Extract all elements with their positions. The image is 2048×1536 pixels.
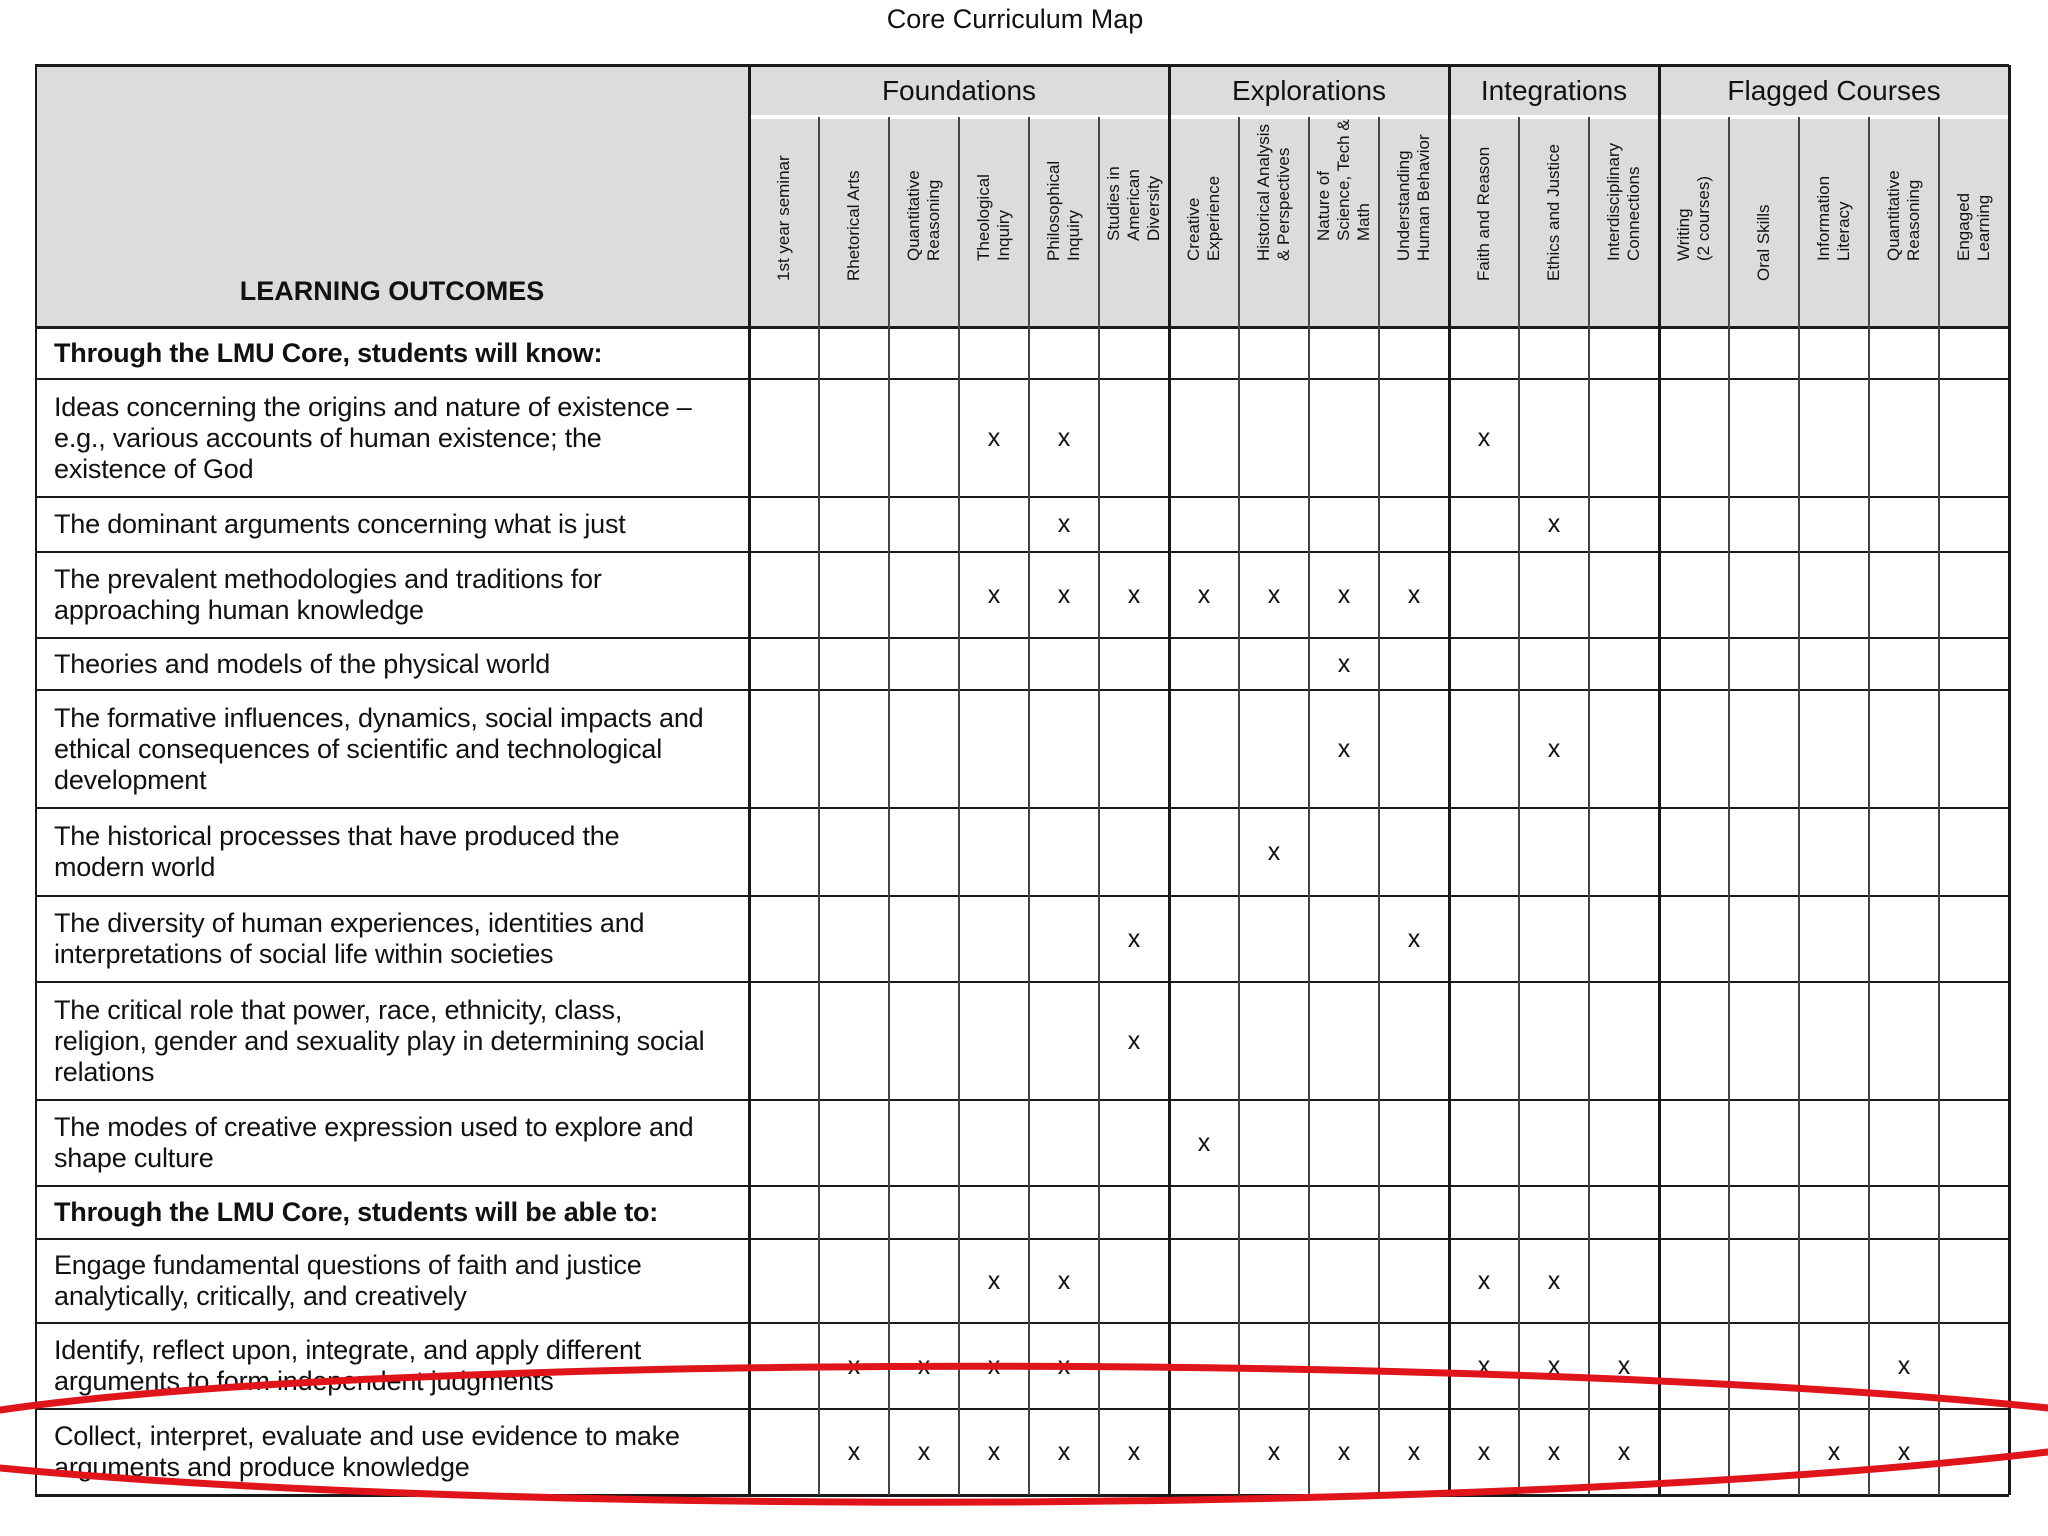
grid-line-horizontal — [35, 981, 2009, 983]
grid-line-vertical — [958, 117, 960, 1495]
outcome-mark: x — [1897, 1437, 1911, 1466]
grid-line-vertical — [1238, 117, 1240, 1495]
column-header — [749, 119, 819, 327]
grid-line-vertical — [1868, 117, 1870, 1495]
column-header-label: Understanding Human Behavior — [1394, 134, 1433, 261]
column-header-label: Faith and Reason — [1474, 146, 1493, 281]
column-header-label: Philosophical Inquiry — [1044, 160, 1083, 261]
grid-line-vertical — [1798, 117, 1800, 1495]
outcome-mark: x — [1057, 1437, 1071, 1466]
grid-line-horizontal — [35, 378, 2009, 380]
grid-line-vertical — [818, 117, 820, 1495]
grid-line-horizontal — [35, 1494, 2009, 1497]
column-header-label: Writing (2 courses) — [1674, 175, 1713, 261]
column-header — [1519, 119, 1589, 327]
outcome-mark: x — [917, 1351, 931, 1380]
grid-line-horizontal — [35, 1238, 2009, 1240]
outcome-label: The modes of creative expression used to explore and shape culture — [54, 1112, 694, 1173]
outcome-mark: x — [1477, 1437, 1491, 1466]
column-header-label: Historical Analysis & Perspectives — [1254, 124, 1293, 261]
outcome-label: The diversity of human experiences, identities and interpretations of social life within societies — [54, 908, 645, 969]
grid-line-horizontal — [35, 637, 2009, 639]
outcome-mark: x — [1337, 580, 1351, 609]
column-header-label: Creative Experience — [1184, 175, 1223, 261]
outcome-mark: x — [1057, 1266, 1071, 1295]
grid-line-horizontal — [35, 326, 2009, 329]
column-header — [1239, 119, 1309, 327]
group-header-explorations: Explorations — [1231, 75, 1387, 106]
outcome-label: The critical role that power, race, ethnicity, class, religion, gender and sexuality play in determining social relations — [54, 994, 705, 1087]
outcome-mark: x — [1057, 510, 1071, 538]
outcome-mark: x — [1057, 1351, 1071, 1380]
grid-line-vertical — [1588, 117, 1590, 1495]
grid-line-vertical — [1448, 65, 1451, 1495]
outcome-mark: x — [1477, 1351, 1491, 1380]
column-header — [1099, 119, 1169, 327]
column-header-label: Engaged Learning — [1954, 192, 1993, 261]
column-header — [1799, 119, 1869, 327]
page-title: Core Curriculum Map — [886, 4, 1144, 34]
column-header-label: Oral Skills — [1754, 204, 1773, 281]
column-header-label: Quantitative Reasoning — [904, 170, 943, 261]
column-header-label: Interdisciplinary Connections — [1604, 142, 1643, 261]
column-header — [1449, 119, 1519, 327]
column-header — [1029, 119, 1099, 327]
outcome-mark: x — [1897, 1351, 1911, 1380]
outcome-mark: x — [1057, 423, 1071, 452]
outcome-mark: x — [1337, 649, 1351, 678]
outcome-mark: x — [1337, 734, 1351, 763]
outcome-label: Ideas concerning the origins and nature of existence – e.g., various accounts of human existence; the existence of God — [54, 391, 692, 484]
grid-line-horizontal — [35, 64, 2009, 67]
column-header — [1659, 119, 1729, 327]
column-header-label: Information Literacy — [1814, 175, 1853, 261]
outcome-mark: x — [1617, 1351, 1631, 1380]
outcome-mark: x — [1267, 1437, 1281, 1466]
column-header — [1869, 119, 1939, 327]
column-header — [889, 119, 959, 327]
outcome-label: The historical processes that have produced the modern world — [54, 821, 620, 882]
grid-line-horizontal — [35, 895, 2009, 897]
outcome-mark: x — [1127, 1026, 1141, 1055]
outcome-label: Collect, interpret, evaluate and use evidence to make arguments and produce knowledge — [54, 1421, 680, 1482]
outcome-mark: x — [1197, 580, 1211, 609]
grid-line-horizontal — [35, 1408, 2009, 1410]
outcome-mark: x — [1127, 580, 1141, 609]
column-header — [819, 119, 889, 327]
grid-line-vertical — [1308, 117, 1310, 1495]
column-header — [1309, 119, 1379, 327]
outcome-mark: x — [1477, 423, 1491, 452]
grid-line-vertical — [1168, 65, 1171, 1495]
outcome-mark: x — [1407, 924, 1421, 953]
column-header-label: Ethics and Justice — [1544, 143, 1563, 281]
grid-line-horizontal — [35, 1099, 2009, 1101]
column-header — [1379, 119, 1449, 327]
outcome-mark: x — [987, 1437, 1001, 1466]
group-header-foundations: Foundations — [881, 75, 1037, 106]
outcome-mark: x — [1407, 580, 1421, 609]
outcome-mark: x — [1127, 1437, 1141, 1466]
grid-line-vertical — [1518, 117, 1520, 1495]
outcome-mark: x — [847, 1351, 861, 1380]
outcome-mark: x — [1617, 1437, 1631, 1466]
outcome-mark: x — [1057, 580, 1071, 609]
section-heading: Through the LMU Core, students will be able to: — [54, 1197, 659, 1227]
grid-line-vertical — [1658, 65, 1661, 1495]
column-header-label: Quantitative Reasoning — [1884, 170, 1923, 261]
outcome-mark: x — [987, 1266, 1001, 1295]
outcome-mark: x — [1197, 1128, 1211, 1157]
grid-line-vertical — [1098, 117, 1100, 1495]
grid-line-vertical — [748, 65, 751, 1495]
outcome-mark: x — [1127, 924, 1141, 953]
column-header-label: Theological Inquiry — [974, 174, 1013, 261]
group-header-integrations: Integrations — [1480, 75, 1628, 106]
outcome-mark: x — [1547, 510, 1561, 538]
grid-line-vertical — [2008, 65, 2011, 1495]
grid-line-horizontal — [35, 807, 2009, 809]
column-header — [1729, 119, 1799, 327]
outcome-mark: x — [1547, 1266, 1561, 1295]
outcome-label: Theories and models of the physical world — [54, 648, 551, 679]
outcome-mark: x — [1407, 1437, 1421, 1466]
column-header — [1939, 119, 2009, 327]
section-heading: Through the LMU Core, students will know: — [54, 337, 603, 368]
outcome-mark: x — [1827, 1437, 1841, 1466]
outcome-mark: x — [1267, 580, 1281, 609]
grid-line-vertical — [1938, 117, 1940, 1495]
outcome-label: The dominant arguments concerning what is just — [54, 509, 626, 539]
outcome-mark: x — [1477, 1266, 1491, 1295]
outcome-mark: x — [987, 580, 1001, 609]
outcome-label: Identify, reflect upon, integrate, and apply different arguments to form independent judgments — [54, 1335, 642, 1396]
grid-line-vertical — [888, 117, 890, 1495]
grid-line-horizontal — [35, 551, 2009, 553]
learning-outcomes-header: LEARNING OUTCOMES — [239, 276, 545, 306]
outcome-mark: x — [1547, 734, 1561, 763]
grid-line-horizontal — [35, 496, 2009, 498]
outcome-mark: x — [847, 1437, 861, 1466]
outcome-mark: x — [1337, 1437, 1351, 1466]
curriculum-map-table — [35, 65, 2007, 1493]
column-header — [1589, 119, 1659, 327]
column-header-label: Nature of Science, Tech & Math — [1314, 119, 1373, 241]
grid-line-horizontal — [35, 1322, 2009, 1324]
outcome-mark: x — [1547, 1437, 1561, 1466]
outcome-label: The prevalent methodologies and traditions for approaching human knowledge — [54, 564, 602, 625]
outcome-mark: x — [917, 1437, 931, 1466]
outcome-label: Engage fundamental questions of faith and justice analytically, critically, and creatively — [54, 1250, 642, 1311]
grid-line-vertical — [1028, 117, 1030, 1495]
grid-line-vertical — [35, 65, 37, 1495]
outcome-mark: x — [1267, 837, 1281, 866]
outcome-mark: x — [987, 1351, 1001, 1380]
column-header-label: Rhetorical Arts — [844, 170, 863, 281]
outcome-mark: x — [1547, 1351, 1561, 1380]
grid-line-vertical — [1378, 117, 1380, 1495]
grid-line-horizontal — [35, 689, 2009, 691]
outcome-label: The formative influences, dynamics, social impacts and ethical consequences of scientific and technological development — [54, 702, 704, 795]
outcome-mark: x — [987, 423, 1001, 452]
column-header-label: 1st year seminar — [774, 155, 793, 281]
grid-line-vertical — [1728, 117, 1730, 1495]
column-header-label: Studies in American Diversity — [1104, 166, 1163, 241]
column-header — [959, 119, 1029, 327]
group-header-flagged-courses: Flagged Courses — [1727, 75, 1941, 106]
column-header — [1169, 119, 1239, 327]
grid-line-horizontal — [35, 1185, 2009, 1187]
